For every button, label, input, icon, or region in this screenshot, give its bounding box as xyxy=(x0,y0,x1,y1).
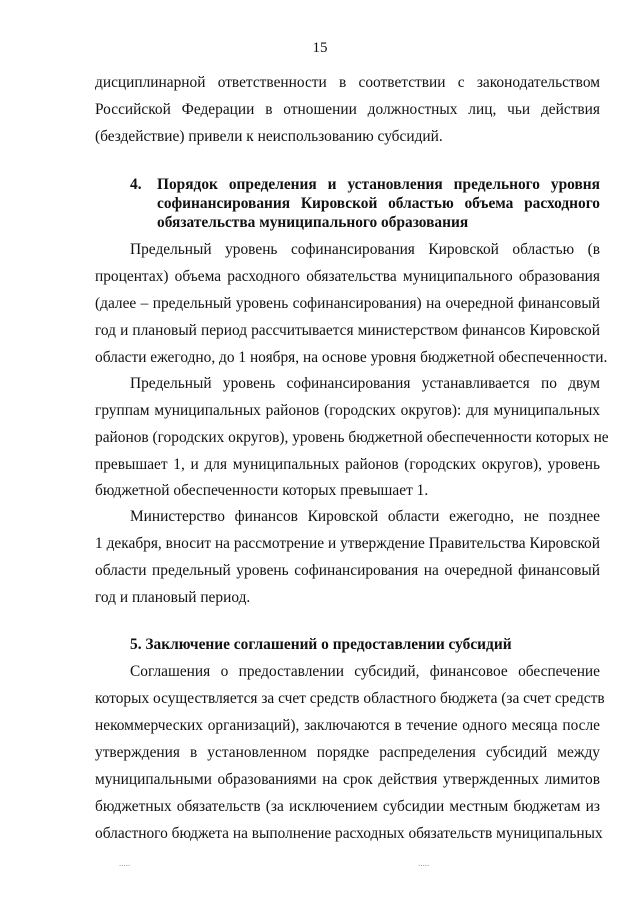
text-line: Соглашения о предоставлении субсидий, финансовое обеспечение xyxy=(130,663,600,680)
section-number: 4. xyxy=(130,176,142,193)
text-line: дисциплинарной ответственности в соответствии с законодательством xyxy=(95,74,600,91)
text-line: муниципальными образованиями на срок действия утвержденных лимитов xyxy=(95,771,600,788)
heading-line: Порядок определения и установления предельного уровня xyxy=(157,176,600,193)
text-line: бюджетных обязательств (за исключением субсидии местным бюджетам из xyxy=(95,798,600,815)
text-line: области предельный уровень софинансирования на очередной финансовый xyxy=(95,562,600,579)
text-line: бюджетной обеспеченности которых превышает 1. xyxy=(95,482,429,499)
text-line: Предельный уровень софинансирования устанавливается по двум xyxy=(130,375,600,392)
text-line: процентах) объема расходного обязательства муниципального образования xyxy=(95,268,600,285)
text-line: Министерство финансов Кировской области ежегодно, не позднее xyxy=(130,508,600,525)
text-line: год и плановый период. xyxy=(95,589,251,606)
text-line: (бездействие) привели к неиспользованию субсидий. xyxy=(95,128,443,145)
text-line: (далее – предельный уровень софинансирования) на очередной финансовый xyxy=(95,295,600,312)
text-line: области ежегодно, до 1 ноября, на основе уровня бюджетной обеспеченности. xyxy=(95,349,608,366)
text-line: Российской Федерации в отношении должностных лиц, чьи действия xyxy=(95,101,600,118)
text-line: 1 декабря, вносит на рассмотрение и утверждение Правительства Кировской xyxy=(95,535,600,552)
text-line: которых осуществляется за счет средств областного бюджета (за счет средств xyxy=(95,690,605,707)
text-line: Предельный уровень софинансирования Кировской областью (в xyxy=(130,241,600,258)
text-line: областного бюджета на выполнение расходных обязательств муниципальных xyxy=(95,825,603,842)
text-line: районов (городских округов), уровень бюджетной обеспеченности которых не xyxy=(95,429,609,446)
heading-line: обязательства муниципального образования xyxy=(157,214,469,231)
text-line: год и плановый период рассчитывается министерством финансов Кировской xyxy=(95,322,600,339)
text-line: группам муниципальных районов (городских округов): для муниципальных xyxy=(95,402,600,419)
scan-mark: ..... xyxy=(418,858,430,868)
section-5-heading: 5. Заключение соглашений о предоставлении субсидий xyxy=(130,636,512,653)
text-line: некоммерческих организаций), заключаются в течение одного месяца после xyxy=(95,717,600,734)
text-line: превышает 1, и для муниципальных районов (городских округов), уровень xyxy=(95,456,600,473)
heading-line: софинансирования Кировской областью объема расходного xyxy=(157,195,600,212)
scan-mark: ..... xyxy=(119,858,131,868)
page-number: 15 xyxy=(312,40,328,56)
text-line: утверждения в установленном порядке распределения субсидий между xyxy=(95,744,600,761)
